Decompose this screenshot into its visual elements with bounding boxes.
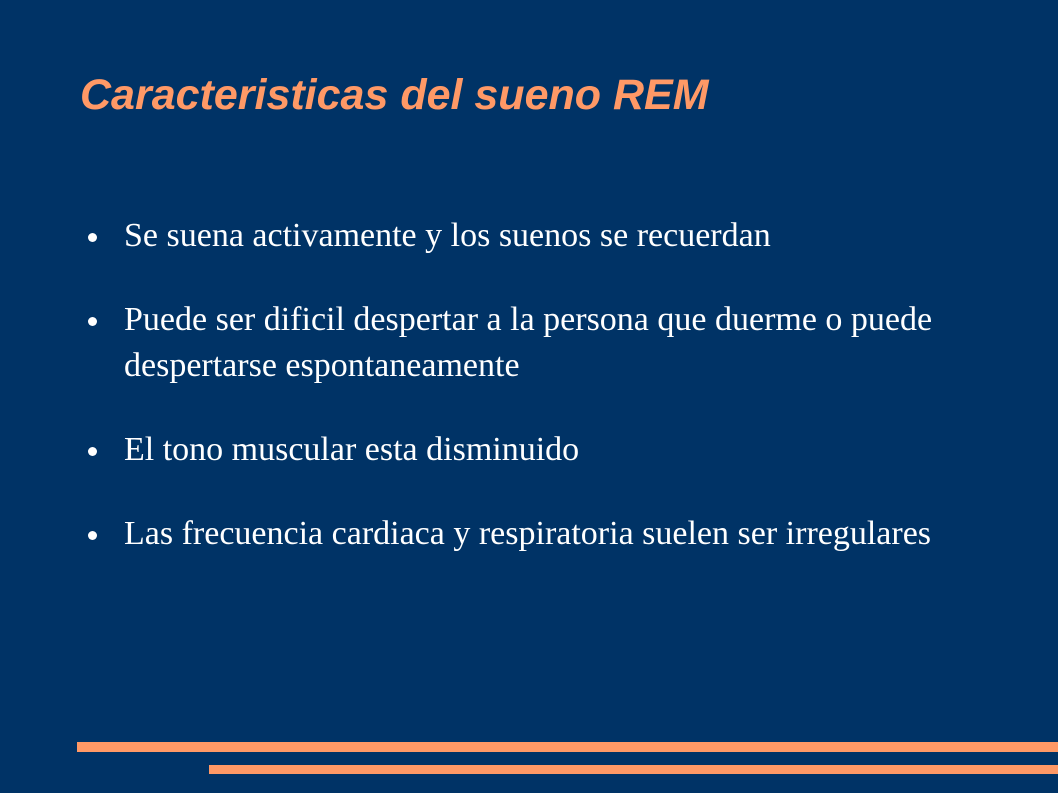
- bullet-item: [84, 511, 1034, 557]
- bullet-dot-icon: [88, 233, 97, 242]
- bullet-dot-icon: [88, 447, 97, 456]
- bullet-text: Las frecuencia cardiaca y respiratoria suelen ser irregulares: [124, 515, 932, 552]
- slide-title: Caracteristicas del sueno REM: [80, 71, 709, 119]
- decorative-rule-bottom: [209, 765, 1058, 774]
- bullet-item: [84, 297, 1034, 389]
- bullet-text: El tono muscular esta disminuido: [124, 431, 580, 468]
- decorative-rule-top: [77, 742, 1058, 752]
- bullet-list: [84, 213, 1034, 595]
- bullet-dot-icon: [88, 317, 97, 326]
- bullet-text: Se suena activamente y los suenos se recuerdan: [124, 217, 771, 254]
- bullet-dot-icon: [88, 531, 97, 540]
- bullet-item: [84, 213, 1034, 259]
- bullet-item: [84, 427, 1034, 473]
- bullet-text: Puede ser dificil despertar a la persona que duerme o puede despertarse espontaneamente: [124, 301, 933, 384]
